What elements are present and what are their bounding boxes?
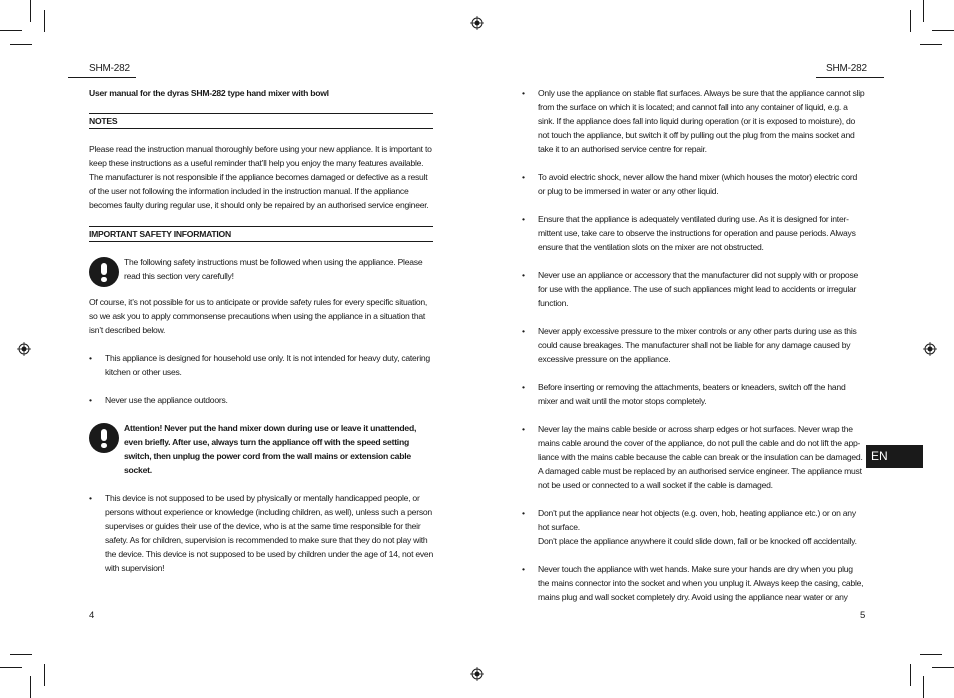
registration-mark-icon: [17, 342, 31, 356]
language-tab: EN: [866, 445, 923, 468]
notes-heading: NOTES: [89, 113, 433, 129]
crop-mark: [920, 44, 942, 45]
safety-notice: [89, 255, 433, 287]
right-page-body: [522, 86, 866, 604]
right-header-rule: [816, 77, 884, 78]
crop-mark: [44, 664, 45, 686]
list-item: • Never use an appliance or accessory that the manufacturer did not supply with or propose for use with the appliance. The use of such appliances might lead to accidents or irregular function.: [522, 268, 866, 310]
left-header-rule: [68, 77, 136, 78]
right-page-header: SHM-282: [826, 63, 867, 74]
list-item: • To avoid electric shock, never allow the hand mixer (which houses the motor) electric cord or plug to be immersed in water or any other liquid.: [522, 170, 866, 198]
crop-mark: [44, 10, 45, 32]
crop-mark: [910, 664, 911, 686]
list-item: • This device is not supposed to be used by physically or mentally handicapped people, or persons without experience or knowledge (including children, as well), unless such a person supervises or guides their use of the device, who is at the same time responsible for their safety. As for children, supervision is recommended to make sure that they do not play with the device. This device is not supposed to be used by children under the age of 14, not even with supervision!: [89, 491, 433, 575]
list-item: • Before inserting or removing the attachments, beaters or kneaders, switch off the hand mixer and wait until the motor stops completely.: [522, 380, 866, 408]
crop-mark: [910, 10, 911, 32]
crop-mark: [0, 30, 22, 31]
crop-mark: [10, 44, 32, 45]
crop-mark: [0, 667, 22, 668]
crop-mark: [923, 0, 924, 22]
list-item: • Never apply excessive pressure to the mixer controls or any other parts during use as this could cause breakages. The manufacturer shall not be liable for any damage caused by excessive pressure on the appliance.: [522, 324, 866, 366]
registration-mark-icon: [470, 16, 484, 30]
crop-mark: [10, 654, 32, 655]
left-page-body: [89, 86, 433, 575]
list-item: • Never lay the mains cable beside or across sharp edges or hot surfaces. Never wrap the mains cable around the cover of the appliance, do not pull the cable and do not lift the app-liance with the mains cable because the cable can break or the insulation can be damaged. A damaged cable must be replaced by an authorised service engineer. The appliance must not be used or connected to a wall socket if the cable is damaged.: [522, 422, 866, 492]
registration-mark-icon: [470, 667, 484, 681]
list-item: • This appliance is designed for household use only. It is not intended for heavy duty, catering kitchen or other uses.: [89, 351, 433, 379]
document-title: User manual for the dyras SHM-282 type hand mixer with bowl: [89, 88, 329, 98]
warning-exclamation-icon: [89, 257, 119, 287]
crop-mark: [920, 654, 942, 655]
list-item-text-continued: Don’t place the appliance anywhere it could slide down, fall or be knocked off accidentally.: [538, 536, 857, 546]
list-item: [522, 506, 866, 548]
list-item-text: • Don’t put the appliance near hot objects (e.g. oven, hob, heating appliance etc.) or on any hot surface.: [538, 508, 856, 532]
warning-exclamation-icon: [89, 423, 119, 453]
left-page-number: 4: [89, 610, 95, 621]
left-page-header: SHM-282: [89, 63, 130, 74]
safety-heading: IMPORTANT SAFETY INFORMATION: [89, 226, 433, 242]
list-item: • Ensure that the appliance is adequately ventilated during use. As it is designed for inter-mittent use, take care to observe the instructions for operation and pause periods. Always ensure that the ventilation slots on the mixer are not obstructed.: [522, 212, 866, 254]
crop-mark: [923, 676, 924, 698]
attention-notice: [89, 421, 433, 477]
crop-mark: [932, 30, 954, 31]
safety-notice-text: The following safety instructions must be followed when using the appliance. Please read this section very carefully!: [124, 257, 423, 281]
notes-text: Please read the instruction manual thoroughly before using your new appliance. It is important to keep these instructions as a useful reminder that’ll help you enjoy the many features available. The manufacturer is not responsible if the appliance becomes damaged or defective as a result of the user not following the information included in the instruction manual. If the appliance becomes faulty during regular use, it should only be repaired by an authorised service engineer.: [89, 144, 432, 210]
crop-mark: [30, 0, 31, 22]
crop-mark: [932, 667, 954, 668]
list-item: • Only use the appliance on stable flat surfaces. Always be sure that the appliance cannot slip from the surface on which it is located; and cannot fall into any container of liquid, e.g. a sink. If the appliance does fall into liquid during operation (or it is exposed to moisture), do not touch the appliance, but switch it off by pulling out the plug from the mains socket and take it to an authorised service centre for repair.: [522, 86, 866, 156]
list-item: • Never use the appliance outdoors.: [89, 393, 433, 407]
crop-mark: [30, 676, 31, 698]
list-item: • Never touch the appliance with wet hands. Make sure your hands are dry when you plug the mains connector into the socket and when you unplug it. Always keep the casing, cable, mains plug and wall socket completely dry. Avoid using the appliance near water or any: [522, 562, 866, 604]
registration-mark-icon: [923, 342, 937, 356]
safety-intro: Of course, it’s not possible for us to anticipate or provide safety rules for every specific situation, so we ask you to apply commonsense precautions when using the appliance in a situation that isn’t described below.: [89, 297, 428, 335]
attention-text: Attention! Never put the hand mixer down during use or leave it unattended, even briefly. After use, always turn the appliance off with the speed setting switch, then unplug the power cord from the wall mains or extension cable socket.: [124, 423, 417, 475]
right-page-number: 5: [860, 610, 866, 621]
